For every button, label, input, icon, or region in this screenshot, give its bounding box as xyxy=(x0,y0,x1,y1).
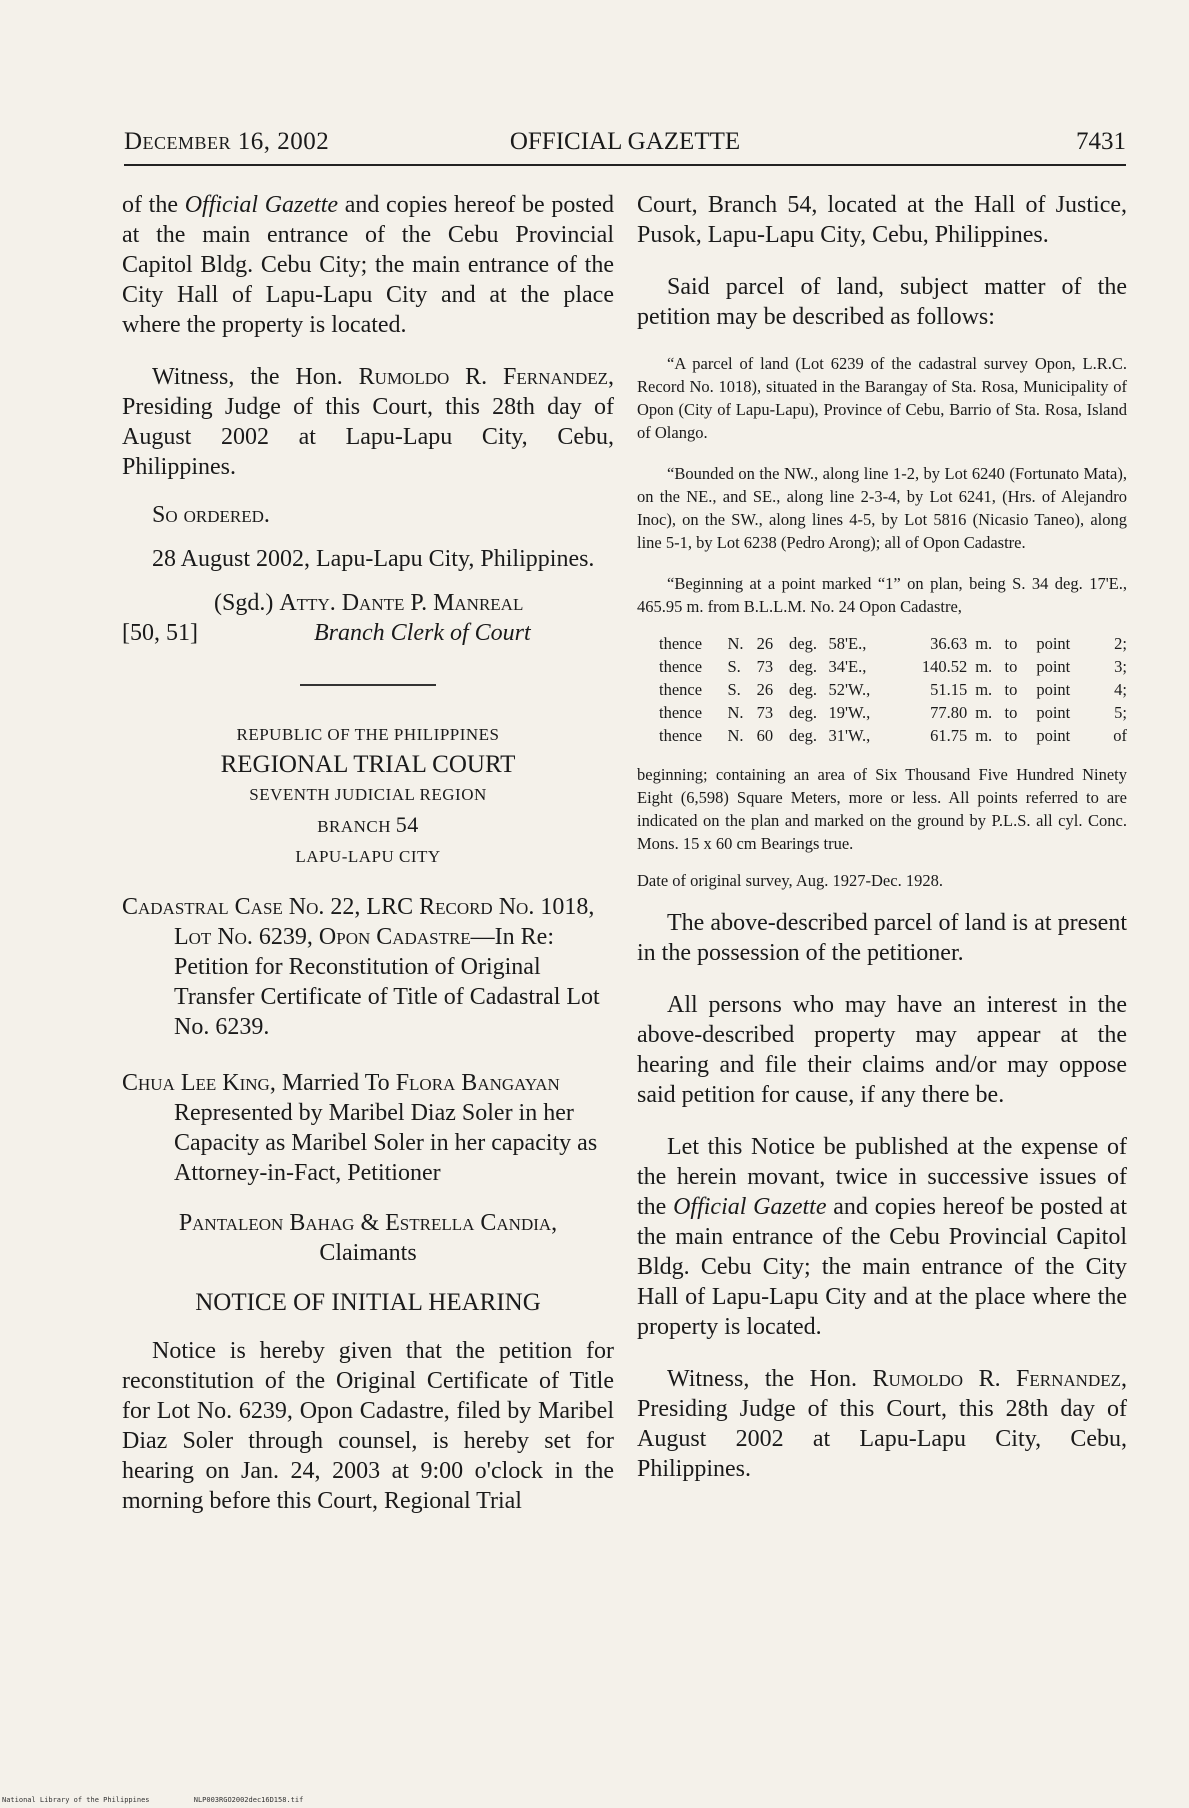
library-credit: National Library of the Philippines xyxy=(2,1796,150,1804)
bearing-cell: to xyxy=(1004,634,1018,653)
parcel-intro: Said parcel of land, subject matter of the petition may be described as follows: xyxy=(637,274,1127,330)
file-name: NLP003RGO2002dec16D158.tif xyxy=(193,1796,304,1804)
bearing-cell: to xyxy=(1004,657,1018,676)
court-branch: BRANCH 54 xyxy=(317,812,419,837)
bearing-cell: 4; xyxy=(1114,680,1127,699)
bearing-cell: 60 xyxy=(756,726,774,745)
claimants-names: Pantaleon Bahag & Estrella Candia, xyxy=(178,1210,558,1236)
page-header xyxy=(124,128,1126,166)
issue-date: December 16, 2002 xyxy=(124,128,330,155)
parcel-boundaries: “Bounded on the NW., along line 1-2, by Lot 6240 (Fortunato Mata), on the NE., and SE., along line 2-3-4, by Lot 6241, (Hrs. of Alejandro Inoc), on the SW., along lines 4-5, by Lot 5816 (Nicasio Taneo), along line 5-1, by Lot 6238 (Pedro Arong); all of Opon Cadastre. xyxy=(637,464,1127,552)
bearing-cell: thence xyxy=(659,657,703,676)
bearing-cell: 51.15 xyxy=(930,680,968,699)
bearing-cell: thence xyxy=(659,703,703,722)
bearing-cell: of xyxy=(1113,726,1127,745)
bearing-cell: point xyxy=(1036,726,1071,745)
bearing-cell: 3; xyxy=(1114,657,1127,676)
bearing-row xyxy=(659,724,1127,747)
bearing-cell: 2; xyxy=(1114,634,1127,653)
possession-paragraph: The above-described parcel of land is at present in the possession of the petitioner. xyxy=(637,910,1127,966)
bearing-cell: 73 xyxy=(756,703,774,722)
bearing-cell: 36.63 xyxy=(930,634,968,653)
witness-paragraph: Witness, the Hon. Rumoldo R. Fernandez, Presiding Judge of this Court, this 28th day of August 2002 at Lapu-Lapu City, Cebu, Philippines. xyxy=(122,364,614,480)
parcel-area: beginning; containing an area of Six Thousand Five Hundred Ninety Eight (6,598) Square Meters, more or less. All points referred to are indicated on the plan and marked on the ground by P.L.S. all cyl. Conc. Mons. 15 x 60 cm Bearings true. xyxy=(637,765,1127,853)
bearing-cell: 61.75 xyxy=(930,726,968,745)
page-number: 7431 xyxy=(1076,128,1126,155)
bearing-cell: S. xyxy=(727,680,741,699)
court-name: REGIONAL TRIAL COURT xyxy=(220,751,516,778)
bearing-cell: thence xyxy=(659,680,703,699)
bearing-cell: 5; xyxy=(1114,703,1127,722)
bearing-cell: deg. xyxy=(789,634,817,653)
notice-body: Notice is hereby given that the petition for reconstitution of the Original Certificate of Title for Lot No. 6239, Opon Cadastre, filed by Maribel Diaz Soler through counsel, is hereby set for hearing on Jan. 24, 2003 at 9:00 o'clock in the morning before this Court, Regional Trial xyxy=(122,1338,614,1514)
bearing-cell: 73 xyxy=(756,657,774,676)
bearing-cell: point xyxy=(1036,634,1071,653)
clerk-title: Branch Clerk of Court xyxy=(314,620,531,646)
bearing-cell: 19'W., xyxy=(828,703,871,722)
bearing-cell: N. xyxy=(727,634,744,653)
bearing-cell: m. xyxy=(975,634,993,653)
signature-block: (Sgd.) Atty. Dante P. Manreal [50, 51] Branch Clerk of Court xyxy=(122,590,531,646)
survey-date: Date of original survey, Aug. 1927-Dec. 1928. xyxy=(637,871,943,890)
court-republic: REPUBLIC OF THE PHILIPPINES xyxy=(236,725,500,744)
so-ordered: So ordered. xyxy=(152,502,270,528)
bearing-cell: deg. xyxy=(789,726,817,745)
case-title: Cadastral Case No. 22, LRC Record No. 1018, Lot No. 6239, Opon Cadastre—In Re: Petition for Reconstitution of Original Transfer Certificate of Title of Cadastral Lot No. 6239. xyxy=(122,894,600,1040)
bearing-cell: point xyxy=(1036,680,1071,699)
interest-paragraph: All persons who may have an interest in the above-described property may appear at the hearing and file their claims and/or may oppose said petition for cause, if any there be. xyxy=(637,992,1127,1108)
bearing-cell: m. xyxy=(975,703,993,722)
bearing-cell: to xyxy=(1004,726,1018,745)
parcel-beginning: “Beginning at a point marked “1” on plan, being S. 34 deg. 17'E., 465.95 m. from B.L.L.M. No. 24 Opon Cadastre, xyxy=(637,574,1127,616)
clerk-name: Atty. Dante P. Manreal xyxy=(279,590,524,616)
witness-paragraph-right: Witness, the Hon. Rumoldo R. Fernandez, Presiding Judge of this Court, this 28th day of August 2002 at Lapu-Lapu City, Cebu, Philippines. xyxy=(637,1366,1128,1482)
bearing-cell: to xyxy=(1004,703,1018,722)
right-column xyxy=(637,190,1127,1484)
bearing-row xyxy=(659,701,1127,724)
bearing-cell: S. xyxy=(727,657,741,676)
bearing-cell: 58'E., xyxy=(828,634,867,653)
publication-title: OFFICIAL GAZETTE xyxy=(509,128,741,155)
bearing-cell: 26 xyxy=(756,680,774,699)
notice-heading: NOTICE OF INITIAL HEARING xyxy=(195,1289,541,1316)
bearing-row xyxy=(659,678,1127,701)
petitioner-block: Chua Lee King, Married To Flora Bangayan Represented by Maribel Diaz Soler in her Capacity as Maribel Soler in her capacity as Attorney-in-Fact, Petitioner xyxy=(122,1070,598,1186)
court-location-paragraph: Court, Branch 54, located at the Hall of Justice, Pusok, Lapu-Lapu City, Cebu, Philippines. xyxy=(637,192,1127,248)
bearing-cell: N. xyxy=(727,703,744,722)
bearing-cell: m. xyxy=(975,726,993,745)
bearing-cell: deg. xyxy=(789,680,817,699)
parcel-description: “A parcel of land (Lot 6239 of the cadastral survey Opon, L.R.C. Record No. 1018), situated in the Barangay of Sta. Rosa, Municipality of Opon (City of Lapu-Lapu), Province of Cebu, Barrio of Sta. Rosa, Island of Olango. xyxy=(637,354,1127,442)
bearing-cell: deg. xyxy=(789,657,817,676)
bearing-cell: point xyxy=(1036,703,1071,722)
scan-footer xyxy=(2,1796,343,1804)
publication-paragraph-right: Let this Notice be published at the expense of the herein movant, twice in successive issues of the Official Gazette and copies hereof be posted at the main entrance of the Cebu Provincial Capitol Bldg. Cebu City; the main entrance of the City Hall of Lapu-Lapu City and at the place where the property is located. xyxy=(637,1134,1127,1340)
court-city: LAPU-LAPU CITY xyxy=(295,847,441,866)
reference-numbers: [50, 51] xyxy=(122,620,198,646)
bearing-cell: point xyxy=(1036,657,1071,676)
date-line: 28 August 2002, Lapu-Lapu City, Philippines. xyxy=(152,546,595,572)
bearing-cell: N. xyxy=(727,726,744,745)
bearing-cell: 77.80 xyxy=(930,703,968,722)
bearing-cell: 140.52 xyxy=(921,657,968,676)
bearing-row xyxy=(659,655,1127,678)
bearing-cell: thence xyxy=(659,634,703,653)
bearing-cell: deg. xyxy=(789,703,817,722)
bearings-table xyxy=(659,632,1127,747)
bearing-cell: m. xyxy=(975,680,993,699)
bearing-cell: 34'E., xyxy=(828,657,867,676)
bearing-cell: thence xyxy=(659,726,703,745)
bearing-cell: 26 xyxy=(756,634,774,653)
publication-paragraph: of the Official Gazette and copies hereof be posted at the main entrance of the Cebu Provincial Capitol Bldg. Cebu City; the main entrance of the City Hall of Lapu-Lapu City and at the place where the property is located. xyxy=(122,192,614,338)
bearing-row xyxy=(659,632,1127,655)
bearing-cell: 52'W., xyxy=(828,680,871,699)
bearing-cell: to xyxy=(1004,680,1018,699)
bearing-cell: 31'W., xyxy=(828,726,871,745)
court-region: SEVENTH JUDICIAL REGION xyxy=(249,785,487,804)
bearing-cell: m. xyxy=(975,657,993,676)
left-column xyxy=(122,190,614,1516)
claimants-label: Claimants xyxy=(319,1240,417,1266)
